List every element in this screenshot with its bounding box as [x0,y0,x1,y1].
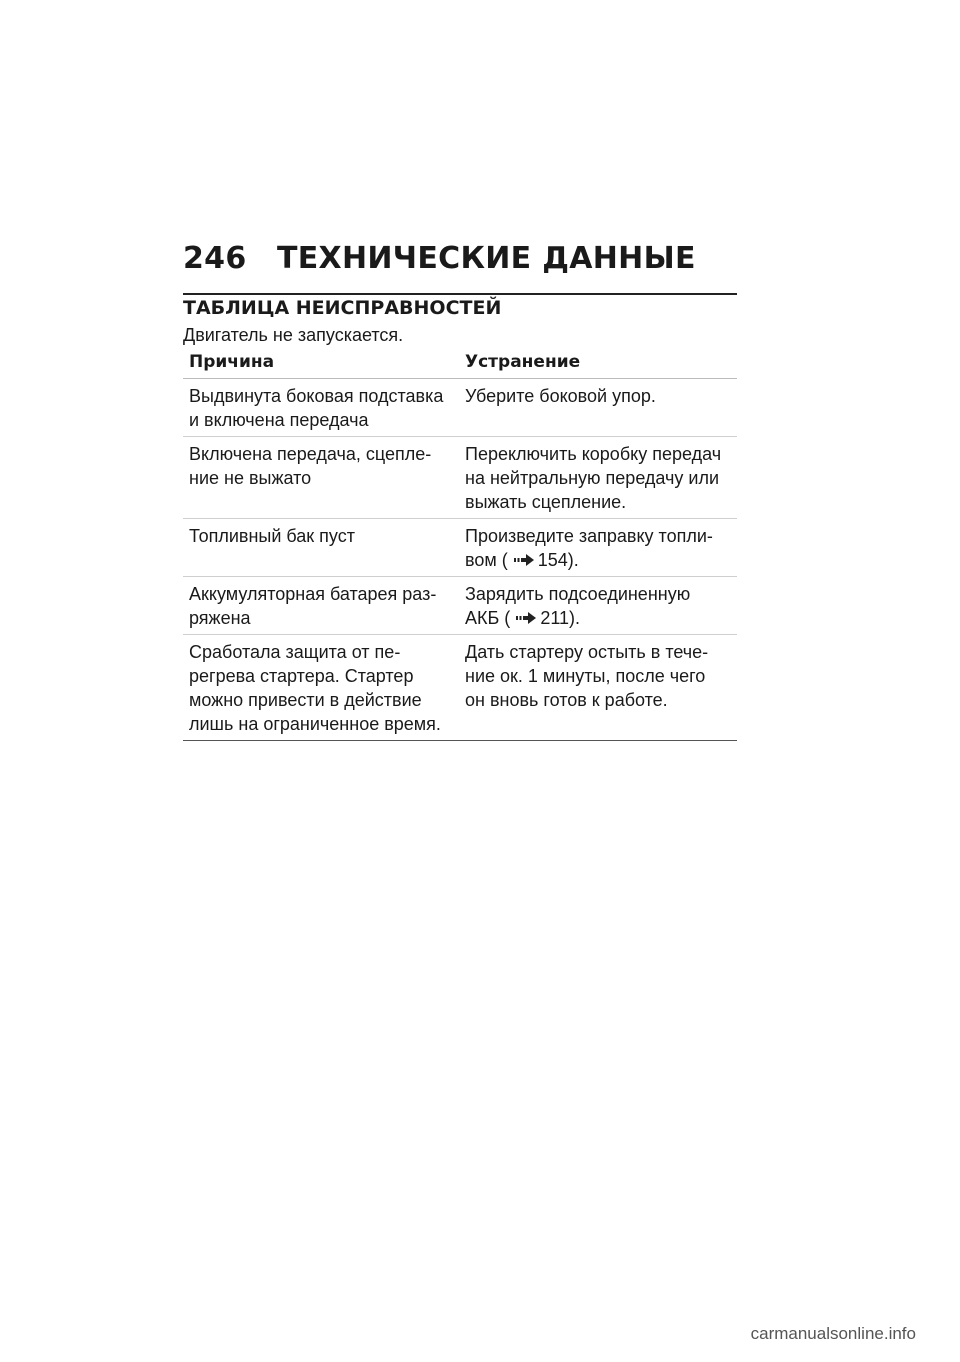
fix-cell [465,582,737,630]
fix-prefix: АКБ ( [465,608,511,628]
cause-cell [183,442,465,514]
fix-line-reference [465,606,737,630]
fix-line: Дать стартеру остыть в тече- [465,642,709,662]
page-reference[interactable]: 211). [540,608,581,628]
cause-line: Аккумуляторная батарея раз- [189,584,437,604]
fix-cell [465,384,737,432]
cause-cell [183,640,465,736]
cause-cell [183,524,465,572]
fix-line: он вновь готов к работе. [465,690,668,710]
fix-prefix: вом ( [465,550,508,570]
cause-line: лишь на ограниченное время. [189,714,441,734]
cause-line: и включена передача [189,410,369,430]
page-header [183,241,696,276]
table-row [183,577,737,635]
table-row [183,635,737,741]
cause-line: регрева стартера. Стартер [189,666,414,686]
arrow-reference-icon [514,554,534,566]
fix-line: на нейтральную передачу или [465,468,720,488]
fix-line: Переключить коробку передач [465,444,722,464]
fix-cell [465,640,737,736]
cause-line: можно привести в действие [189,690,422,710]
column-header-fix: Устранение [465,352,581,372]
section-title: ТАБЛИЦА НЕИСПРАВНОСТЕЙ [183,297,502,319]
cause-cell [183,384,465,432]
cause-line: ние не выжато [189,468,312,488]
fix-cell [465,524,737,572]
page-number: 246 [183,241,247,276]
table-row [183,379,737,437]
cause-cell [183,582,465,630]
troubleshooting-table [183,348,737,741]
fix-line: Зарядить подсоединенную [465,584,691,604]
symptom-text: Двигатель не запускается. [183,325,404,345]
cause-line: Выдвинута боковая подставка [189,386,444,406]
fix-line: Уберите боковой упор. [465,386,656,406]
page-reference[interactable]: 154). [537,550,579,570]
fix-line: Произведите заправку топли- [465,526,713,546]
footer-watermark: carmanualsonline.info [750,1324,916,1343]
section-divider [183,293,737,295]
table-row [183,519,737,577]
table-row [183,437,737,519]
fix-line: ние ок. 1 минуты, после чего [465,666,706,686]
fix-line-reference [465,548,737,572]
arrow-reference-icon [516,612,536,624]
fix-line: выжать сцепление. [465,492,627,512]
column-header-cause: Причина [189,352,275,372]
chapter-title: ТЕХНИЧЕСКИЕ ДАННЫЕ [277,241,696,276]
cause-line: ряжена [189,608,251,628]
cause-line: Топливный бак пуст [189,526,355,546]
cause-line: Включена передача, сцепле- [189,444,432,464]
cause-line: Сработала защита от пе- [189,642,401,662]
fix-cell [465,442,737,514]
table-header [183,348,737,379]
